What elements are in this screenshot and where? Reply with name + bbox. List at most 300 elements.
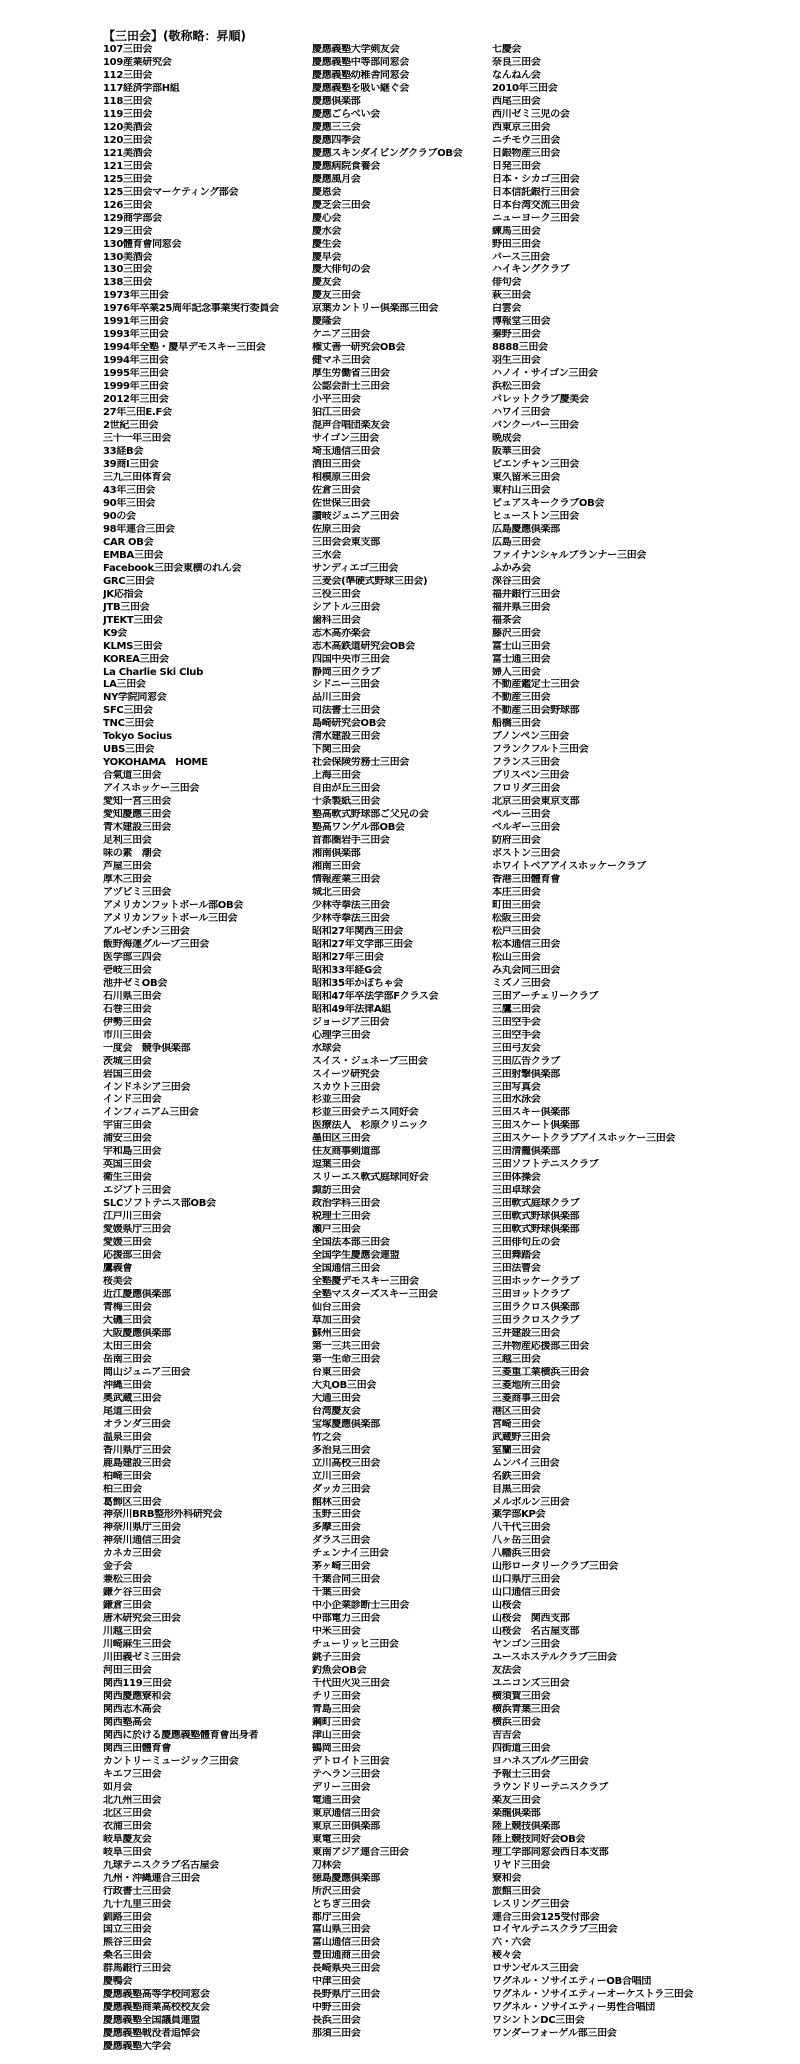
list-item: ニューヨーク三田会 xyxy=(492,212,580,224)
list-item: 98年連合三田会 xyxy=(103,523,175,535)
list-item: 三田スケート倶楽部 xyxy=(492,1120,580,1132)
list-item: 島崎研究会OB会 xyxy=(312,718,386,730)
list-item: JK応指会 xyxy=(103,588,143,600)
list-item: 東京通信三田会 xyxy=(312,1807,380,1819)
list-item: 三九三田体育会 xyxy=(103,471,171,483)
list-item: 1973年三田会 xyxy=(103,290,169,302)
list-item: 俳句会 xyxy=(492,277,522,289)
list-item: 全国学生慶應会連盟 xyxy=(312,1250,400,1262)
list-item: 酒田三田会 xyxy=(312,459,361,470)
list-item: 医療法人 杉原クリニック xyxy=(312,1120,428,1132)
list-item: 情報産業三田会 xyxy=(312,874,380,885)
list-item: 混声合唱団楽友会 xyxy=(312,420,390,432)
list-item: 慶應義塾高等学校同窓会 xyxy=(103,1989,210,2001)
list-item: 不動産三田会 xyxy=(492,692,551,704)
list-item: 八ヶ岳三田会 xyxy=(492,1535,551,1547)
list-item: 飯野海運グループ三田会 xyxy=(103,938,209,950)
list-item: 1991年三田会 xyxy=(103,316,169,328)
list-item: 大磯三田会 xyxy=(103,1314,152,1326)
list-item: インドネシア三田会 xyxy=(103,1081,191,1093)
list-item: 125三田会 xyxy=(103,173,153,185)
list-item: 2012年三田会 xyxy=(103,394,169,406)
list-item: 上海三田会 xyxy=(312,770,361,782)
list-item: 横須賀三田会 xyxy=(492,1691,551,1703)
list-item: 銚子三田会 xyxy=(312,1652,361,1664)
list-item: 慶友三田会 xyxy=(312,290,361,302)
list-item: 岡山ジュニア三田会 xyxy=(103,1366,191,1378)
list-item: 少林寺拳法三田会 xyxy=(312,912,390,924)
list-item: 33経B会 xyxy=(103,446,144,458)
list-item: 釧路三田会 xyxy=(103,1911,152,1923)
list-item: ワグネル・ソサイエティーオーケストラ三田会 xyxy=(492,1989,694,2001)
list-item: 杉並三田会 xyxy=(312,1094,361,1106)
list-item: JTEKT三田会 xyxy=(103,614,163,626)
list-item: 九十九里三田会 xyxy=(103,1898,171,1910)
list-item: 三菱地所三田会 xyxy=(492,1379,560,1391)
list-item: 佐世保三田会 xyxy=(312,497,371,509)
list-item: 讃岐ジュニア三田会 xyxy=(312,510,400,522)
list-item: 39商I三田会 xyxy=(103,459,159,470)
list-item: 少林寺拳法三田会 xyxy=(312,899,390,911)
list-item: 唐木研究会三田会 xyxy=(103,1613,181,1625)
list-item: 三田アーチェリークラブ xyxy=(492,990,599,1002)
list-item: JTB三田会 xyxy=(103,601,150,613)
list-item: 吉吉会 xyxy=(492,1729,522,1741)
list-item: 横浜青葉三田会 xyxy=(492,1704,560,1715)
list-item: EMBA三田会 xyxy=(103,549,164,561)
list-item: アルゼンチン三田会 xyxy=(103,925,190,937)
list-item: 桑名三田会 xyxy=(103,1950,152,1962)
list-item: ワグネル・ソサイエティーOB合唱団 xyxy=(492,1976,652,1988)
list-item: 船橋三田会 xyxy=(492,718,541,730)
list-item: 日銀物産三田会 xyxy=(492,147,560,159)
list-item: 館林三田会 xyxy=(312,1496,361,1508)
list-item: 43年三田会 xyxy=(103,484,156,496)
list-item: 豊田通商三田会 xyxy=(312,1950,380,1962)
list-item: 昭和49年法律A組 xyxy=(312,1003,391,1015)
list-item: 熊谷三田会 xyxy=(103,1937,152,1949)
list-item: 河田三田会 xyxy=(103,1665,152,1677)
list-item: 西川ゼミ三児の会 xyxy=(492,108,570,120)
list-item: 柏崎三田会 xyxy=(103,1470,152,1482)
list-item: 婦人三田会 xyxy=(492,666,541,678)
list-item: 130美酒会 xyxy=(103,251,153,263)
list-item: アメリカンフットボール三田会 xyxy=(103,912,238,924)
list-item: 近江慶應倶楽部 xyxy=(103,1289,171,1300)
list-item: 太田三田会 xyxy=(103,1340,152,1352)
list-item: ヨハネスブルグ三田会 xyxy=(492,1755,589,1767)
list-item: 電通三田会 xyxy=(312,1794,361,1806)
list-item: 多摩三田会 xyxy=(312,1522,361,1534)
list-item: 竹之会 xyxy=(312,1431,342,1443)
list-item: 応援部三田会 xyxy=(103,1250,162,1262)
list-item: 117経済学部H組 xyxy=(103,82,180,94)
list-item: 清水建設三田会 xyxy=(312,731,380,743)
list-item: 西尾三田会 xyxy=(492,95,541,107)
list-item: ビュアスキークラブOB会 xyxy=(492,497,605,509)
list-item: 慶應義塾大学剣友会 xyxy=(312,44,400,55)
list-item: バース三田会 xyxy=(492,251,550,263)
list-item: 138三田会 xyxy=(103,277,153,289)
list-item: 七慶会 xyxy=(492,44,522,55)
list-item: 北九州三田会 xyxy=(103,1794,162,1806)
column-3 xyxy=(492,44,723,2041)
list-item: NY学院同窓会 xyxy=(103,692,167,704)
list-item: 三井物産応援部三田会 xyxy=(492,1340,589,1352)
list-item: ボストン三田会 xyxy=(492,848,560,860)
list-item: 楽龍倶楽部 xyxy=(492,1807,541,1819)
list-item: ミズノ三田会 xyxy=(492,977,551,989)
list-item: 長野県庁三田会 xyxy=(312,1989,380,2001)
list-item: 一度会 競争倶楽部 xyxy=(103,1042,191,1054)
list-item: 陸上競技倶楽部 xyxy=(492,1820,560,1832)
list-item: 陸上競技同好会OB会 xyxy=(492,1833,586,1845)
list-item: シアトル三田会 xyxy=(312,601,380,613)
list-item: 三田写真会 xyxy=(492,1081,541,1093)
list-item: 富士通三田会 xyxy=(492,653,551,665)
list-item: 東南アジア連合三田会 xyxy=(312,1846,409,1858)
list-item: 1976年卒業25周年記念事業実行委員会 xyxy=(103,303,279,315)
list-item: ハノイ・サイゴン三田会 xyxy=(492,368,598,380)
list-item: 三田空手会 xyxy=(492,1016,541,1028)
list-item: 神奈川BRB整形外科研究会 xyxy=(103,1509,223,1521)
list-item: み丸会同三田会 xyxy=(492,964,560,976)
list-item: 鹿島建設三田会 xyxy=(103,1457,171,1469)
list-item: 湘南倶楽部 xyxy=(312,848,361,860)
list-item: 足利三田会 xyxy=(103,835,152,847)
list-item: 岩国三田会 xyxy=(103,1068,152,1080)
list-item: 山口通信三田会 xyxy=(492,1587,560,1599)
list-item: 釣魚会OB会 xyxy=(312,1665,367,1677)
list-item: ニチモウ三田会 xyxy=(492,134,560,146)
page-title: 【三田会】(敬称略：昇順) xyxy=(103,29,246,43)
list-item: 葛飾区三田会 xyxy=(103,1496,162,1508)
list-item: 日本台湾交流三田会 xyxy=(492,199,580,211)
list-item: 石川県三田会 xyxy=(103,990,162,1002)
list-item: 西東京三田会 xyxy=(492,121,551,133)
list-item: UBS三田会 xyxy=(103,744,155,756)
list-item: 税理士三田会 xyxy=(312,1211,371,1223)
list-item: 住友商事剣道部 xyxy=(312,1146,380,1158)
list-item: 118三田会 xyxy=(103,95,153,107)
list-item: 慶應病院食養会 xyxy=(312,160,380,172)
list-item: 松本通信三田会 xyxy=(492,938,560,950)
list-item: リヤド三田会 xyxy=(492,1859,550,1871)
list-item: 理工学部同窓会西日本支部 xyxy=(492,1846,609,1858)
list-item: 慶應義塾商業高校校友会 xyxy=(103,2002,210,2014)
list-item: 121美酒会 xyxy=(103,147,153,159)
list-item: 水球会 xyxy=(312,1042,342,1054)
list-item: 友法会 xyxy=(492,1665,522,1677)
list-item: 三田軟式野球倶楽部 xyxy=(492,1211,580,1223)
list-item: 諏訪三田会 xyxy=(312,1185,361,1197)
list-item: オランダ三田会 xyxy=(103,1418,171,1430)
list-item: 野田三田会 xyxy=(492,238,541,250)
list-item: 三田軟式野球倶楽部 xyxy=(492,1224,580,1236)
list-item: 英国三田会 xyxy=(103,1159,152,1171)
list-item: 愛知一宮三田会 xyxy=(103,796,171,808)
list-item: 政治学科三田会 xyxy=(312,1198,380,1210)
list-item: サンディエゴ三田会 xyxy=(312,562,398,574)
list-item: 2010年三田会 xyxy=(492,82,558,94)
list-item: 慶恩会 xyxy=(312,186,342,198)
list-item: 山形ロータリークラブ三田会 xyxy=(492,1561,619,1573)
list-item: La Charlie Ski Club xyxy=(103,666,203,678)
list-item: 岳南三田会 xyxy=(103,1353,152,1365)
list-item: YOKOHAMA HOME xyxy=(103,757,208,769)
list-item: 厚木三田会 xyxy=(103,874,152,885)
list-item: 玉野三田会 xyxy=(312,1509,361,1521)
list-item: 予報士三田会 xyxy=(492,1768,551,1780)
list-item: 伊勢三田会 xyxy=(103,1016,152,1028)
list-item: 芦屋三田会 xyxy=(103,861,152,873)
list-item: ダラス三田会 xyxy=(312,1535,370,1547)
list-item: 八千代三田会 xyxy=(492,1522,551,1534)
list-item: 長浜三田会 xyxy=(312,2015,361,2027)
list-item: ワグネル・ソサイエティー男性合唱団 xyxy=(492,2002,655,2014)
list-item: 関西塾高会 xyxy=(103,1716,152,1728)
list-item: 兼松三田会 xyxy=(103,1574,152,1586)
list-item: 連合三田会125受付部会 xyxy=(492,1911,600,1923)
list-item: 楽友三田会 xyxy=(492,1794,541,1806)
list-item: 藤沢三田会 xyxy=(492,627,541,639)
list-item: 九州・沖縄連合三田会 xyxy=(103,1872,200,1884)
list-item: 三田広告クラブ xyxy=(492,1055,560,1067)
list-item: ユニコンズ三田会 xyxy=(492,1678,570,1690)
list-item: ムンバイ三田会 xyxy=(492,1457,560,1469)
list-item: Tokyo Socius xyxy=(103,731,172,743)
list-item: 三田軟式庭球クラブ xyxy=(492,1198,580,1210)
list-item: 三田体操会 xyxy=(492,1172,541,1184)
list-item: 北京三田会東京支部 xyxy=(492,796,580,808)
list-item: 広島三田会 xyxy=(492,536,541,548)
list-item: 三田ソフトテニスクラブ xyxy=(492,1159,599,1171)
list-item: チューリッヒ三田会 xyxy=(312,1639,399,1651)
list-item: ワシントンDC三田会 xyxy=(492,2015,585,2027)
list-item: 慶應三三会 xyxy=(312,121,361,133)
list-item: 全国法本部三田会 xyxy=(312,1237,390,1249)
list-item: 司法書士三田会 xyxy=(312,705,380,717)
list-item: LA三田会 xyxy=(103,679,146,691)
list-item: フロリダ三田会 xyxy=(492,783,560,795)
list-item: GRC三田会 xyxy=(103,575,155,587)
list-item: CAR OB会 xyxy=(103,536,154,548)
list-item: 昭和33年経G会 xyxy=(312,964,382,976)
list-item: SLCソフトテニス部OB会 xyxy=(103,1198,216,1210)
list-item: 三田ラクロス倶楽部 xyxy=(492,1301,580,1313)
list-item: 立川高校三田会 xyxy=(312,1457,380,1469)
list-item: 目黒三田会 xyxy=(492,1483,541,1495)
list-item: 町田三田会 xyxy=(492,899,541,911)
list-item: 茅ヶ崎三田会 xyxy=(312,1561,371,1573)
list-item: エジプト三田会 xyxy=(103,1185,171,1197)
list-item: 全塾マスターズスキー三田会 xyxy=(312,1289,438,1300)
list-item: キエフ三田会 xyxy=(103,1768,162,1780)
list-item: 柏三田会 xyxy=(103,1483,142,1495)
list-item: 2世紀三田会 xyxy=(103,420,159,432)
list-item: 津山三田会 xyxy=(312,1729,361,1741)
list-item: 112三田会 xyxy=(103,69,153,81)
list-item: ハワイ三田会 xyxy=(492,407,550,419)
list-item: 台東三田会 xyxy=(312,1366,361,1378)
list-item: 秦野三田会 xyxy=(492,329,541,341)
list-item: 慶應四季会 xyxy=(312,134,361,146)
list-item: 広島慶應倶楽部 xyxy=(492,523,560,535)
list-item: 旅館三田会 xyxy=(492,1885,541,1897)
list-item: 1995年三田会 xyxy=(103,368,169,380)
list-item: 慶友会 xyxy=(312,277,342,289)
list-item: 温泉三田会 xyxy=(103,1431,152,1443)
list-item: レスリング三田会 xyxy=(492,1898,570,1910)
list-item: 三越三田会 xyxy=(492,1353,541,1365)
list-item: サイゴン三田会 xyxy=(312,433,379,445)
list-item: テヘラン三田会 xyxy=(312,1768,380,1780)
list-item: 125三田会マーケティング部会 xyxy=(103,186,239,198)
list-item: 東村山三田会 xyxy=(492,484,551,496)
list-item: 90年三田会 xyxy=(103,497,156,509)
list-item: 室蘭三田会 xyxy=(492,1444,541,1456)
list-item: 江戸川三田会 xyxy=(103,1211,162,1223)
list-item: 首都圏岩手三田会 xyxy=(312,835,390,847)
list-item: 第一三共三田会 xyxy=(312,1340,380,1352)
list-item: 香川県庁三田会 xyxy=(103,1444,171,1456)
list-item: 三水会 xyxy=(312,549,342,561)
list-item: 池井ゼミOB会 xyxy=(103,977,168,989)
list-item: 愛媛三田会 xyxy=(103,1237,152,1249)
list-item: 三役三田会 xyxy=(312,588,361,600)
list-item: TNC三田会 xyxy=(103,718,154,730)
list-item: 福井銀行三田会 xyxy=(492,588,560,600)
list-item: 相模原三田会 xyxy=(312,471,371,483)
list-item: 徳島慶應倶楽部 xyxy=(312,1872,380,1884)
list-item: フランス三田会 xyxy=(492,757,560,769)
list-item: 行政書士三田会 xyxy=(103,1885,171,1897)
list-item: 志木高亦楽会 xyxy=(312,627,371,639)
list-item: 沖縄三田会 xyxy=(103,1379,152,1391)
list-item: デリー三田会 xyxy=(312,1781,371,1793)
list-item: 中部電力三田会 xyxy=(312,1613,380,1625)
list-item: 青梅三田会 xyxy=(103,1301,152,1313)
list-item: 宇宙三田会 xyxy=(103,1120,152,1132)
list-item: 国立三田会 xyxy=(103,1924,152,1936)
list-item: 塾高軟式野球部ご父兄の会 xyxy=(312,809,429,821)
list-item: 慶應倶楽部 xyxy=(312,95,361,107)
list-item: 所沢三田会 xyxy=(312,1885,361,1897)
list-item: 慶應義塾を吸い継ぐ会 xyxy=(312,82,409,94)
list-item: 仙台三田会 xyxy=(312,1301,361,1313)
list-item: 90の会 xyxy=(103,510,136,522)
list-item: ラウンドリーテニスクラブ xyxy=(492,1781,608,1793)
list-item: インフィニアム三田会 xyxy=(103,1107,199,1119)
list-item: 昭和27年文学部三田会 xyxy=(312,938,413,950)
list-item: 塾高ワンゲル部OB会 xyxy=(312,822,405,834)
list-item: 不動産三田会野球部 xyxy=(492,705,580,717)
list-item: 狛江三田会 xyxy=(312,407,361,419)
list-item: 三田俳句丘の会 xyxy=(492,1237,560,1249)
list-item: ロイヤルテニスクラブ三田会 xyxy=(492,1924,618,1936)
list-item: 慶應義塾戦没者追悼会 xyxy=(103,2028,200,2040)
list-item: 佐倉三田会 xyxy=(312,484,361,496)
list-item: 昭和27年関西三田会 xyxy=(312,925,403,937)
list-item: 埼玉通信三田会 xyxy=(312,446,380,458)
list-item: 六・六会 xyxy=(492,1937,531,1949)
list-item: 130體育會同窓会 xyxy=(103,238,182,250)
list-item: 愛知慶應三田会 xyxy=(103,809,171,821)
list-item: 千葉合同三田会 xyxy=(312,1574,380,1586)
list-item: 三田舞踏会 xyxy=(492,1250,541,1262)
list-item: 中小企業診断士三田会 xyxy=(312,1600,409,1612)
list-item: 京葉カントリー倶楽部三田会 xyxy=(312,303,439,315)
list-item: ユースホステルクラブ三田会 xyxy=(492,1652,617,1664)
list-item: 109産業研究会 xyxy=(103,56,172,68)
list-item: 三菱重工業横浜三田会 xyxy=(492,1366,589,1378)
list-item: ヤンゴン三田会 xyxy=(492,1639,560,1651)
list-item: 慶心会 xyxy=(312,212,342,224)
list-item: 寮和会 xyxy=(492,1872,522,1884)
list-item: 千葉三田会 xyxy=(312,1587,361,1599)
list-item: 尾道三田会 xyxy=(103,1405,152,1417)
list-item: 宮崎三田会 xyxy=(492,1418,541,1430)
list-item: 医学部三四会 xyxy=(103,951,162,963)
list-item: 青木建設三田会 xyxy=(103,822,171,834)
list-item: 本庄三田会 xyxy=(492,886,541,898)
list-item: 全国通信三田会 xyxy=(312,1263,380,1275)
list-item: 川越三田会 xyxy=(103,1626,152,1638)
list-item: 三田ヨットクラブ xyxy=(492,1289,570,1300)
list-item: 慶應ごらべい会 xyxy=(312,108,380,120)
list-item: 瀬戸三田会 xyxy=(312,1224,361,1236)
list-item: 129三田会 xyxy=(103,225,153,237)
list-item: 第一生命三田会 xyxy=(312,1353,380,1365)
list-item: 鎌倉三田会 xyxy=(103,1600,152,1612)
list-item: 関西三田體育會 xyxy=(103,1742,171,1754)
list-item: 九球テニスクラブ名古屋会 xyxy=(103,1859,219,1871)
list-item: 萩三田会 xyxy=(492,290,531,302)
list-item: 関西に於ける慶應義塾體育會出身者 xyxy=(103,1729,259,1741)
list-item: 愛媛県庁三田会 xyxy=(103,1224,171,1236)
list-item: 北区三田会 xyxy=(103,1807,152,1819)
list-item: ふかみ会 xyxy=(492,562,531,574)
list-item: 昭和35年かぼちゃ会 xyxy=(312,977,403,989)
list-item: ダッカ三田会 xyxy=(312,1483,371,1495)
list-item: 神奈川通信三田会 xyxy=(103,1535,181,1547)
list-item: ロサンゼルス三田会 xyxy=(492,1963,579,1975)
list-item: ブリスベン三田会 xyxy=(492,770,569,782)
list-item: KOREA三田会 xyxy=(103,653,169,665)
list-item: 下関三田会 xyxy=(312,744,361,756)
list-item: 慶生会 xyxy=(312,238,342,250)
list-item: 杉並三田会テニス同好会 xyxy=(312,1107,419,1119)
list-item: 千代田火災三田会 xyxy=(312,1678,390,1690)
list-item: 1994年三田会 xyxy=(103,355,169,367)
list-item: 三井建設三田会 xyxy=(492,1327,560,1339)
list-item: 鷹義會 xyxy=(103,1263,133,1275)
list-item: 青島三田会 xyxy=(312,1704,361,1715)
list-item: 107三田会 xyxy=(103,44,153,55)
list-item: 墨田区三田会 xyxy=(312,1133,371,1145)
list-item: 長崎県央三田会 xyxy=(312,1963,380,1975)
list-item: 三田スキー倶楽部 xyxy=(492,1107,570,1119)
list-item: 8888三田会 xyxy=(492,342,548,354)
list-item: 奥武蔵三田会 xyxy=(103,1392,162,1404)
list-item: 三田スケートクラブアイスホッケー三田会 xyxy=(492,1133,676,1145)
list-item: 慶水会 xyxy=(312,225,342,237)
list-item: ケニア三田会 xyxy=(312,329,370,341)
list-item: 佐原三田会 xyxy=(312,523,361,535)
list-item: 武蔵野三田会 xyxy=(492,1431,551,1443)
list-item: 27年三田E.F会 xyxy=(103,407,172,419)
list-item: 志木高鉄道研究会OB会 xyxy=(312,640,415,652)
